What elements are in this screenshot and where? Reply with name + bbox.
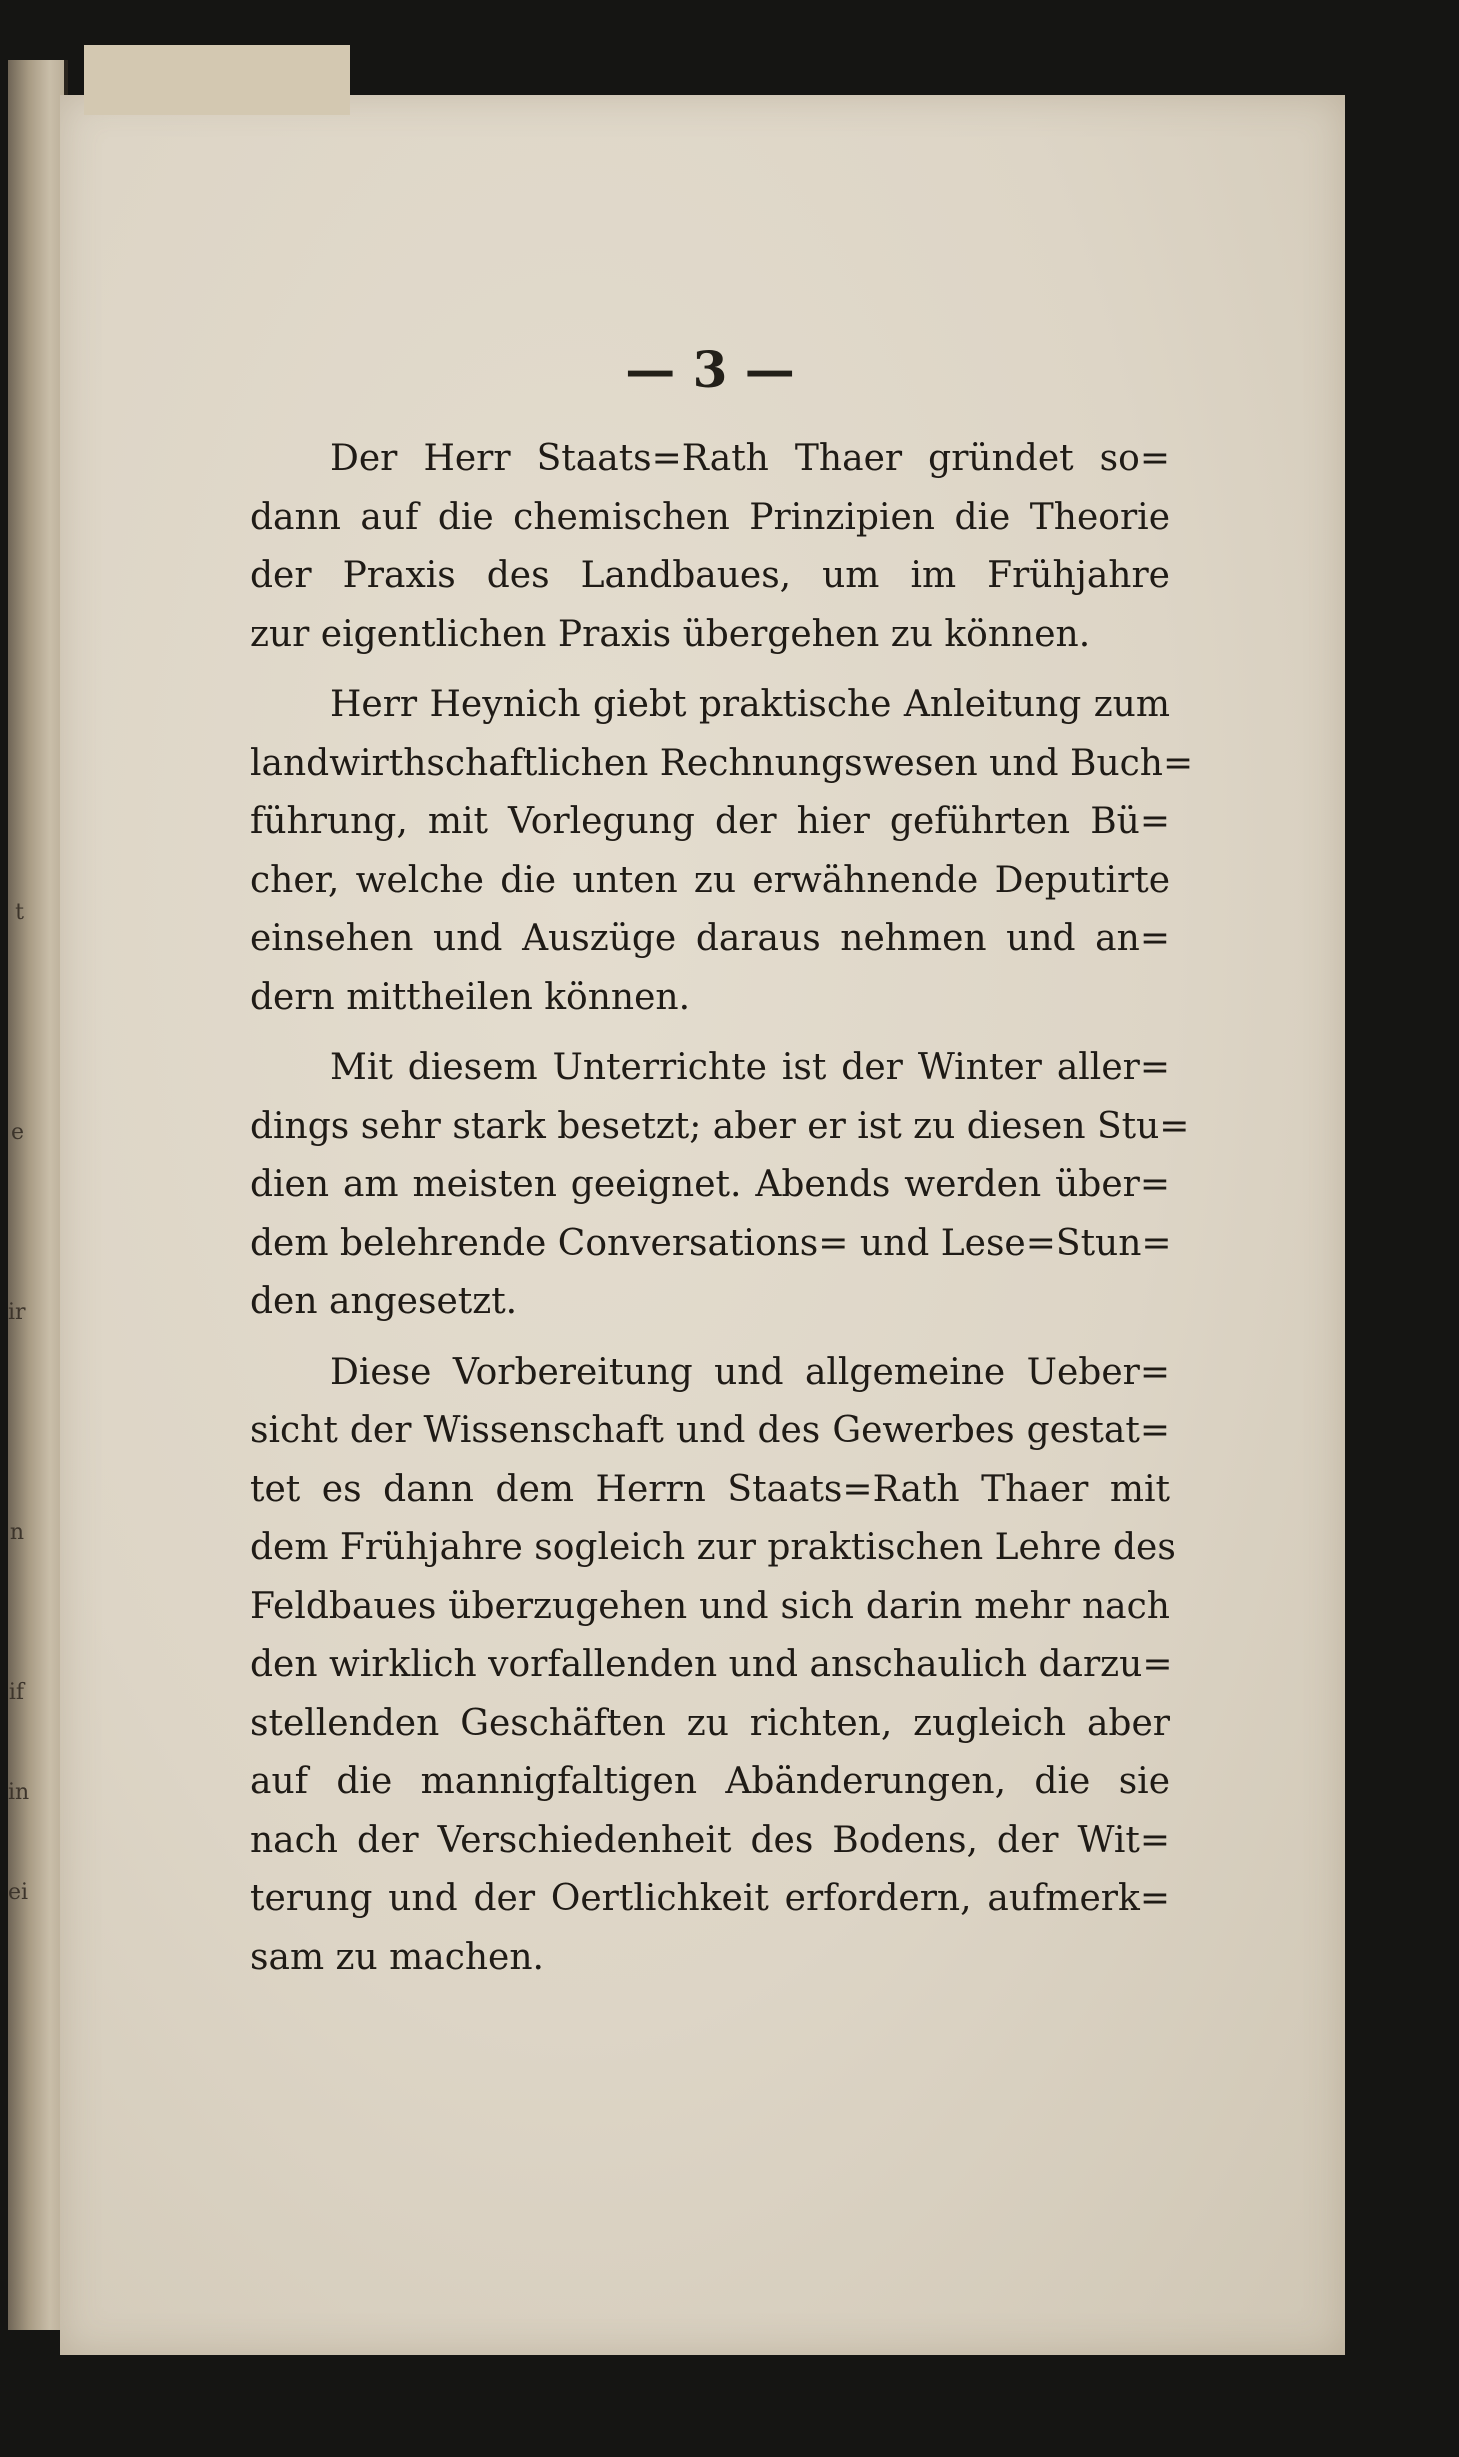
text-line: führung, mit Vorlegung der hier geführten Bü=: [250, 801, 1170, 842]
text-line: dien am meisten geeignet. Abends werden über=: [250, 1164, 1170, 1205]
margin-fragment: ei: [8, 1880, 29, 1905]
margin-fragment: n: [9, 1520, 24, 1545]
text-line: der Praxis des Landbaues, um im Frühjahre: [250, 555, 1170, 596]
text-line: auf die mannigfaltigen Abänderungen, die sie: [250, 1761, 1170, 1802]
text-line: Der Herr Staats=Rath Thaer gründet so=: [330, 438, 1170, 479]
book-page: [60, 95, 1345, 2355]
text-line: dem belehrende Conversations= und Lese=Stun=: [250, 1222, 1172, 1264]
margin-fragment: if: [8, 1680, 24, 1705]
page-number: — 3 —: [625, 340, 795, 399]
text-line: dern mittheilen können.: [250, 976, 691, 1018]
text-line: einsehen und Auszüge daraus nehmen und an=: [250, 918, 1170, 959]
text-line: dings sehr stark besetzt; aber er ist zu diesen Stu=: [250, 1105, 1190, 1147]
margin-fragment: t: [15, 900, 24, 925]
margin-fragment: e: [10, 1120, 24, 1145]
text-line: sicht der Wissenschaft und des Gewerbes gestat=: [250, 1410, 1170, 1451]
page-corner-tab: [84, 45, 350, 115]
text-line: sam zu machen.: [250, 1936, 544, 1978]
text-line: dann auf die chemischen Prinzipien die Theorie: [250, 496, 1170, 538]
text-line: terung und der Oertlichkeit erfordern, aufmerk=: [250, 1878, 1170, 1919]
page-text: [250, 430, 1194, 1987]
text-line: stellenden Geschäften zu richten, zugleich aber: [250, 1702, 1170, 1744]
previous-page-edge: [8, 60, 68, 2330]
text-line: Mit diesem Unterrichte ist der Winter aller=: [330, 1047, 1170, 1088]
margin-fragment: ir: [8, 1300, 26, 1325]
margin-fragment: in: [8, 1780, 30, 1805]
text-line: nach der Verschiedenheit des Bodens, der Wit=: [250, 1819, 1170, 1861]
text-line: Herr Heynich giebt praktische Anleitung zum: [330, 684, 1170, 725]
text-line: den wirklich vorfallenden und anschaulich darzu=: [250, 1644, 1173, 1685]
text-line: Diese Vorbereitung und allgemeine Ueber=: [330, 1351, 1170, 1393]
text-line: dem Frühjahre sogleich zur praktischen Lehre des: [250, 1527, 1176, 1568]
text-line: zur eigentlichen Praxis übergehen zu können.: [250, 613, 1091, 655]
text-line: cher, welche die unten zu erwähnende Deputirte: [250, 859, 1170, 901]
text-line: den angesetzt.: [250, 1281, 518, 1322]
text-line: tet es dann dem Herrn Staats=Rath Thaer mit: [250, 1468, 1170, 1510]
text-line: Feldbaues überzugehen und sich darin mehr nach: [250, 1585, 1170, 1627]
text-line: landwirthschaftlichen Rechnungswesen und Buch=: [250, 742, 1194, 784]
